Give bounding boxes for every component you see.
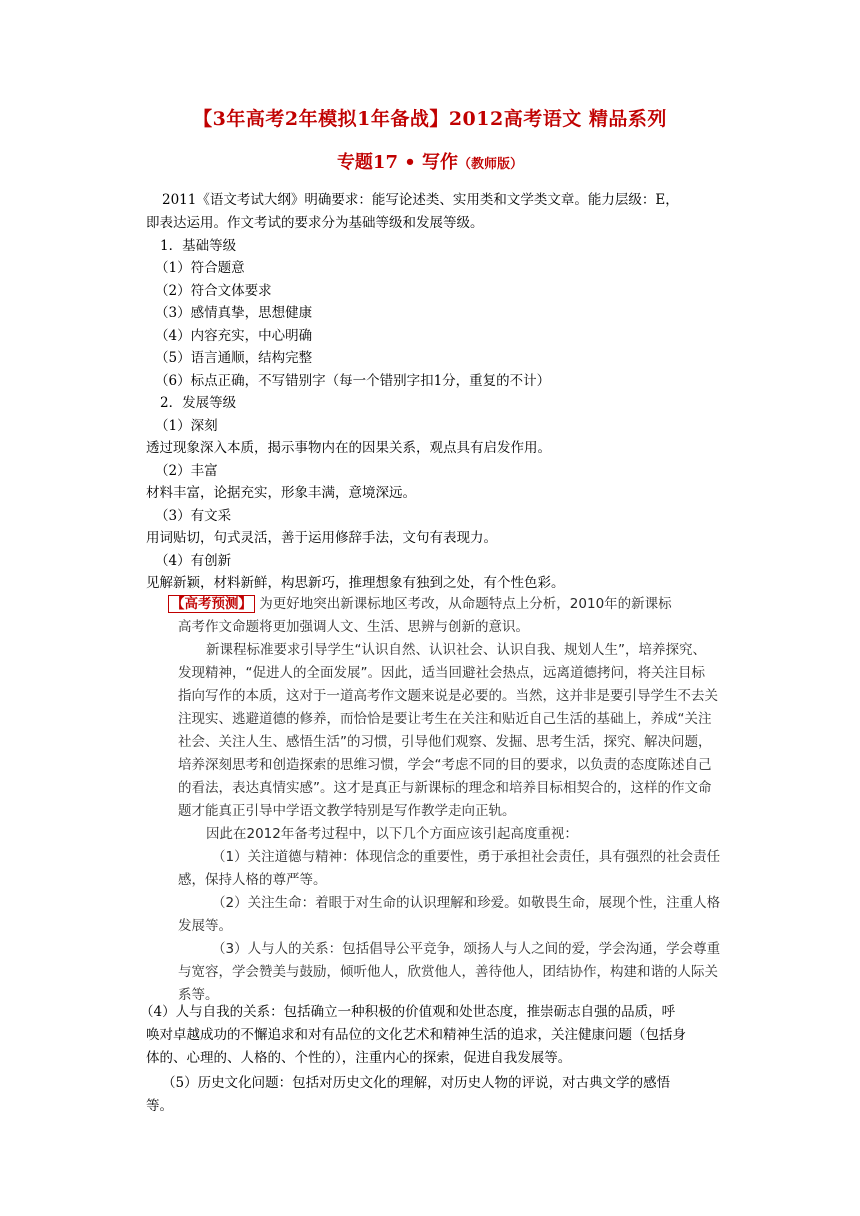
develop-item-4-desc: 见解新颖，材料新鲜，构思新巧，推理想象有独到之处，有个性色彩。: [146, 575, 565, 591]
subtitle-note: （教师版）: [458, 157, 524, 172]
basic-item-5: （5）语言通顺，结构完整: [155, 350, 313, 366]
basic-item-4: （4）内容充实，中心明确: [155, 328, 313, 344]
forecast-p6-line-1: （3）人与人的关系：包括倡导公平竞争，颂扬人与人之间的爱，学会沟通，学会尊重: [212, 941, 721, 957]
develop-item-2-label: （2）丰富: [155, 463, 218, 479]
forecast-p4-line-2: 感，保持人格的尊严等。: [178, 872, 327, 888]
document-subtitle: [0, 148, 860, 174]
forecast-p2-line-4: 注现实、逃避道德的修养，而恰恰是要让考生在关注和贴近自己生活的基础上，养成“关注: [178, 711, 712, 727]
forecast-tag: 【高考预测】: [168, 595, 255, 613]
subtitle-text: 专题17 • 写作: [336, 152, 459, 173]
tail-p1-line-2: 唤对卓越成功的不懈追求和对有品位的文化艺术和精神生活的追求，关注健康问题（包括身: [146, 1027, 686, 1043]
forecast-p2-line-6: 培养深刻思考和创造探索的思维习惯，学会“考虑不同的目的要求，以负责的态度陈述自己: [178, 757, 712, 773]
forecast-p5-line-2: 发展等。: [178, 918, 232, 934]
intro-line-1: 2011《语文考试大纲》明确要求：能写论述类、实用类和文学类文章。能力层级：E，: [162, 192, 679, 208]
develop-item-3-desc: 用词贴切，句式灵活，善于运用修辞手法，文句有表现力。: [146, 530, 497, 546]
forecast-p1b: 高考作文命题将更加强调人文、生活、思辨与创新的意识。: [178, 619, 529, 635]
tail-p2-line-1: （5）历史文化问题：包括对历史文化的理解，对历史人物的评说，对古典文学的感悟: [162, 1075, 671, 1091]
forecast-p6-line-3: 系等。: [178, 987, 219, 1003]
develop-item-3-label: （3）有文采: [155, 508, 232, 524]
develop-heading: 2．发展等级: [160, 395, 237, 411]
develop-item-4-label: （4）有创新: [155, 553, 232, 569]
forecast-p2-line-8: 题才能真正引导中学语文教学特别是写作教学走向正轨。: [178, 803, 516, 819]
develop-item-1-desc: 透过现象深入本质，揭示事物内在的因果关系，观点具有启发作用。: [146, 440, 551, 456]
basic-item-3: （3）感情真挚，思想健康: [155, 305, 313, 321]
forecast-p1a: 为更好地突出新课标地区考改，从命题特点上分析，2010年的新课标: [259, 596, 672, 612]
forecast-p2-line-3: 指向写作的本质，这对于一道高考作文题来说是必要的。当然，这并非是要引导学生不去关: [178, 688, 718, 704]
forecast-p2-line-2: 发现精神，“促进人的全面发展”。因此，适当回避社会热点，远离道德拷问，将关注目标: [178, 665, 705, 681]
forecast-p4-line-1: （1）关注道德与精神：体现信念的重要性，勇于承担社会责任，具有强烈的社会责任: [212, 849, 721, 865]
develop-item-2-desc: 材料丰富，论据充实，形象丰满，意境深远。: [146, 485, 416, 501]
forecast-p3: 因此在2012年备考过程中，以下几个方面应该引起高度重视：: [206, 826, 578, 842]
intro-line-2: 即表达运用。作文考试的要求分为基础等级和发展等级。: [146, 215, 484, 231]
tail-p1-line-1: （4）人与自我的关系：包括确立一种积极的价值观和处世态度，推崇砺志自强的品质，呼: [140, 1004, 676, 1020]
forecast-p2-line-5: 社会、关注人生、感悟生活”的习惯，引导他们观察、发掘、思考生活，探究、解决问题，: [178, 734, 712, 750]
forecast-p2-line-1: 新课程标准要求引导学生“认识自然、认识社会、认识自我、规划人生”，培养探究、: [206, 642, 706, 658]
tail-p2-line-2: 等。: [146, 1098, 173, 1114]
forecast-line-1: [168, 592, 672, 612]
develop-item-1-label: （1）深刻: [155, 418, 218, 434]
basic-heading: 1．基础等级: [160, 238, 237, 254]
forecast-p2-line-7: 的看法，表达真情实感”。这才是真正与新课标的理念和培养目标相契合的，这样的作文命: [178, 780, 712, 796]
basic-item-1: （1）符合题意: [155, 260, 245, 276]
basic-item-2: （2）符合文体要求: [155, 283, 272, 299]
document-title: 【3年高考2年模拟1年备战】2012高考语文 精品系列: [193, 108, 667, 130]
forecast-p6-line-2: 与宽容，学会赞美与鼓励，倾听他人，欣赏他人，善待他人，团结协作，构建和谐的人际关: [178, 964, 718, 980]
tail-p1-line-3: 体的、心理的、人格的、个性的），注重内心的探索，促进自我发展等。: [146, 1050, 572, 1066]
forecast-p5-line-1: （2）关注生命：着眼于对生命的认识理解和珍爱。如敬畏生命，展现个性，注重人格: [212, 895, 721, 911]
basic-item-6: （6）标点正确，不写错别字（每一个错别字扣1分，重复的不计）: [155, 373, 551, 389]
